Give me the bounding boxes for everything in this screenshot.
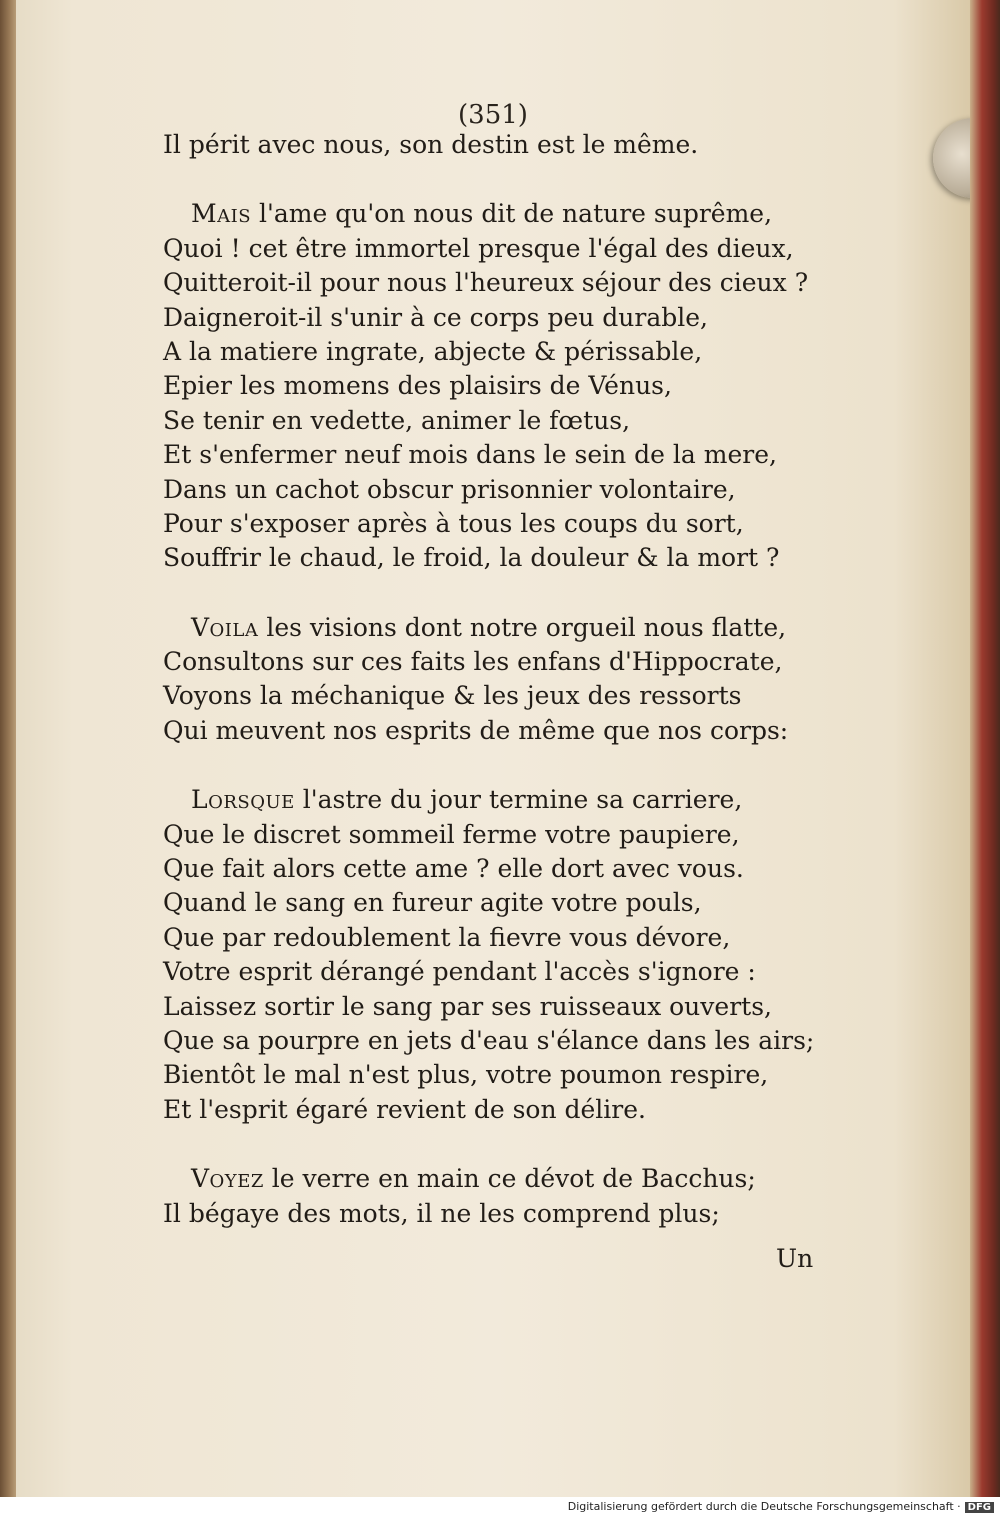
stanza-first-line bbox=[163, 783, 863, 817]
stanza-lead-word: Mais bbox=[191, 199, 252, 229]
poem-line: Qui meuvent nos esprits de même que nos corps: bbox=[163, 715, 789, 745]
book-left-edge bbox=[0, 0, 16, 1497]
stanza-lead-word: Voyez bbox=[191, 1164, 264, 1194]
poem-line: Que par redoublement la fievre vous dévore, bbox=[163, 922, 731, 952]
footer-credit bbox=[568, 1500, 994, 1513]
stanza-first-line-rest: l'astre du jour termine sa carriere, bbox=[294, 785, 743, 815]
poem-line: Pour s'exposer après à tous les coups du sort, bbox=[163, 508, 744, 538]
stanza-gap bbox=[163, 576, 863, 611]
poem-line: Souffrir le chaud, le froid, la douleur & la mort ? bbox=[163, 543, 780, 573]
dfg-logo: DFG bbox=[965, 1502, 994, 1513]
poem-line: Et s'enfermer neuf mois dans le sein de la mere, bbox=[163, 440, 777, 470]
book-right-edge bbox=[970, 0, 1000, 1497]
poem-line: Se tenir en vedette, animer le fœtus, bbox=[163, 405, 631, 435]
page-number: (351) bbox=[458, 100, 528, 130]
poem-line: Quitteroit-il pour nous l'heureux séjour des cieux ? bbox=[163, 268, 809, 298]
stanza-first-line bbox=[163, 611, 863, 645]
poem-line: Que fait alors cette ame ? elle dort avec vous. bbox=[163, 854, 744, 884]
stanza-first-line-rest: l'ame qu'on nous dit de nature suprême, bbox=[251, 199, 773, 229]
stanza-gap bbox=[163, 162, 863, 197]
poem-line: Voyons la méchanique & les jeux des ressorts bbox=[163, 681, 742, 711]
stanza-lead-word: Lorsque bbox=[191, 785, 295, 815]
stanza-first-line-rest: le verre en main ce dévot de Bacchus; bbox=[263, 1164, 756, 1194]
poem-line: Laissez sortir le sang par ses ruisseaux ouverts, bbox=[163, 991, 772, 1021]
poem-line: Dans un cachot obscur prisonnier volontaire, bbox=[163, 474, 736, 504]
poem-line: Que le discret sommeil ferme votre paupiere, bbox=[163, 819, 740, 849]
stanza-first-line-rest: les visions dont notre orgueil nous flatte, bbox=[258, 612, 787, 642]
poem-line: Consultons sur ces faits les enfans d'Hippocrate, bbox=[163, 647, 783, 677]
poem-line: A la matiere ingrate, abjecte & périssable, bbox=[163, 336, 703, 366]
poem-line: Quoi ! cet être immortel presque l'égal des dieux, bbox=[163, 233, 794, 263]
poem-text bbox=[163, 128, 863, 1231]
stanza-lead-word: Voila bbox=[191, 612, 259, 642]
book-page bbox=[16, 0, 970, 1497]
poem-line: Votre esprit dérangé pendant l'accès s'ignore : bbox=[163, 957, 756, 987]
footer-credit-text: Digitalisierung gefördert durch die Deutsche Forschungsgemeinschaft · bbox=[567, 1500, 961, 1513]
stanza-first-line bbox=[163, 197, 863, 231]
poem-line: Que sa pourpre en jets d'eau s'élance dans les airs; bbox=[163, 1025, 815, 1055]
digitization-footer bbox=[0, 1497, 1000, 1517]
stanza-gap bbox=[163, 748, 863, 783]
poem-line: Il périt avec nous, son destin est le même. bbox=[163, 130, 699, 159]
stanza-first-line bbox=[163, 1162, 863, 1196]
catchword: Un bbox=[776, 1244, 814, 1273]
poem-line: Et l'esprit égaré revient de son délire. bbox=[163, 1094, 646, 1124]
poem-line: Quand le sang en fureur agite votre pouls, bbox=[163, 888, 702, 918]
poem-line: Epier les momens des plaisirs de Vénus, bbox=[163, 371, 672, 401]
stanza-gap bbox=[163, 1127, 863, 1162]
poem-line: Bientôt le mal n'est plus, votre poumon respire, bbox=[163, 1060, 769, 1090]
poem-line: Il bégaye des mots, il ne les comprend plus; bbox=[163, 1198, 720, 1228]
poem-line: Daigneroit-il s'unir à ce corps peu durable, bbox=[163, 302, 708, 332]
